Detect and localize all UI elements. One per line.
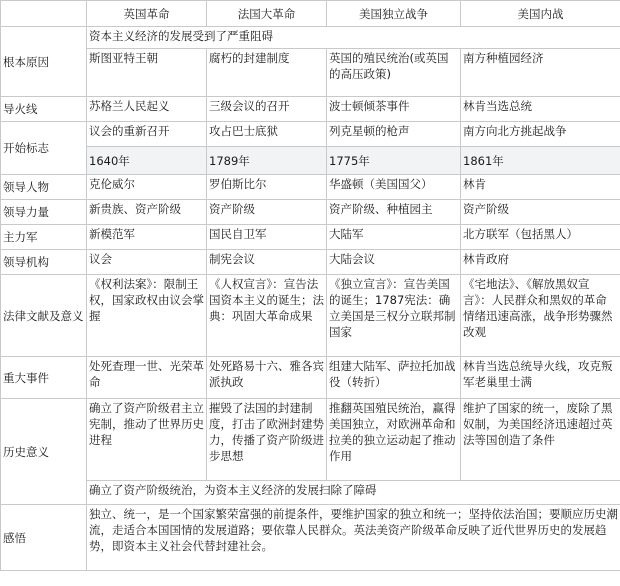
table-cell: 资产阶级、种植园主 — [327, 200, 461, 225]
table-row — [1, 200, 620, 225]
year-cell: 1789年 — [207, 147, 327, 175]
table-cell: 南方向北方挑起战争 — [461, 122, 620, 147]
significance-common: 确立了资产阶级统治，为资本主义经济的发展扫除了障碍 — [87, 481, 620, 505]
table-row — [1, 357, 620, 399]
table-row — [1, 27, 620, 49]
year-cell: 1775年 — [327, 147, 461, 175]
table-row — [1, 175, 620, 200]
row-label-main-army: 主力军 — [1, 225, 87, 250]
table-cell: 摧毁了法国的封建制度，打击了欧洲封建势力，传播了资产阶级进步思想 — [207, 399, 327, 481]
table-cell: 处死路易十六、雅各宾派执政 — [207, 357, 327, 399]
table-cell: 议会 — [87, 250, 207, 275]
table-cell: 罗伯斯比尔 — [207, 175, 327, 200]
header-french-revolution: 法国大革命 — [207, 1, 327, 27]
table-cell: 制宪会议 — [207, 250, 327, 275]
row-label-start-mark: 开始标志 — [1, 122, 87, 175]
table-cell: 议会的重新召开 — [87, 122, 207, 147]
table-cell: 国民自卫军 — [207, 225, 327, 250]
row-label-root-cause: 根本原因 — [1, 27, 87, 97]
row-label-fuse: 导火线 — [1, 97, 87, 122]
table-row — [1, 49, 620, 97]
row-label-major-events: 重大事件 — [1, 357, 87, 399]
table-cell: 华盛顿（美国国父） — [327, 175, 461, 200]
table-cell: 处死查理一世、光荣革命 — [87, 357, 207, 399]
table-cell: 资产阶级 — [461, 200, 620, 225]
table-cell: 新贵族、资产阶级 — [87, 200, 207, 225]
table-cell: 《独立宣言》：宣告美国的诞生；1787宪法：确立美国是三权分立联邦制国家 — [327, 275, 461, 357]
table-cell: 苏格兰人民起义 — [87, 97, 207, 122]
row-label-historical-significance: 历史意义 — [1, 399, 87, 505]
table-cell: 北方联军（包括黑人） — [461, 225, 620, 250]
header-american-independence: 美国独立战争 — [327, 1, 461, 27]
table-cell: 三级会议的召开 — [207, 97, 327, 122]
table-row — [1, 481, 620, 505]
table-row — [1, 399, 620, 481]
root-cause-cell: 腐朽的封建制度 — [207, 49, 327, 97]
reflection-text: 独立、统一，是一个国家繁荣富强的前提条件，要维护国家的独立和统一；坚持依法治国；要顺应历史潮流，走适合本国国情的发展道路；要依靠人民群众。英法美资产阶级革命反映了近代世界历史的发展趋势，即资本主义社会代替封建社会。 — [87, 505, 620, 571]
table-row — [1, 97, 620, 122]
table-row — [1, 275, 620, 357]
table-row — [1, 147, 620, 175]
table-cell: 攻占巴士底狱 — [207, 122, 327, 147]
root-cause-common: 资本主义经济的发展受到了严重阻碍 — [87, 27, 620, 49]
table-row — [1, 225, 620, 250]
table-cell: 维护了国家的统一，废除了黑奴制，为美国经济迅速超过英法等国创造了条件 — [461, 399, 620, 481]
table-cell: 林肯当选总统 — [461, 97, 620, 122]
table-row — [1, 122, 620, 147]
table-cell: 大陆军 — [327, 225, 461, 250]
table-cell: 列克星顿的枪声 — [327, 122, 461, 147]
table-cell: 大陆会议 — [327, 250, 461, 275]
row-label-leading-force: 领导力量 — [1, 200, 87, 225]
year-cell: 1861年 — [461, 147, 620, 175]
row-label-legal-documents: 法律文献及意义 — [1, 275, 87, 357]
root-cause-cell: 斯图亚特王朝 — [87, 49, 207, 97]
table-cell: 克伦威尔 — [87, 175, 207, 200]
table-cell: 资产阶级 — [207, 200, 327, 225]
table-cell: 林肯政府 — [461, 250, 620, 275]
table-cell: 确立了资产阶级君主立宪制，推动了世界历史进程 — [87, 399, 207, 481]
table-cell: 《宅地法》、《解放黑奴宣言》：人民群众和黑奴的革命情绪迅速高涨，战争形势骤然改观 — [461, 275, 620, 357]
table-cell: 《权利法案》：限制王权，国家政权由议会掌握 — [87, 275, 207, 357]
row-label-leader: 领导人物 — [1, 175, 87, 200]
year-cell: 1640年 — [87, 147, 207, 175]
table-row — [1, 250, 620, 275]
table-cell: 《人权宣言》：宣告法国资本主义的诞生；法典：巩固大革命成果 — [207, 275, 327, 357]
table-row — [1, 505, 620, 571]
table-cell: 林肯 — [461, 175, 620, 200]
row-label-reflection: 感悟 — [1, 505, 87, 571]
table-cell: 林肯当选总统导火线，攻克叛军老巢里士满 — [461, 357, 620, 399]
table-cell: 组建大陆军、萨拉托加战役（转折） — [327, 357, 461, 399]
header-american-civil-war: 美国内战 — [461, 1, 620, 27]
row-label-leading-body: 领导机构 — [1, 250, 87, 275]
header-row — [1, 1, 620, 27]
table-cell: 波士顿倾茶事件 — [327, 97, 461, 122]
table-cell: 新模范军 — [87, 225, 207, 250]
header-corner — [1, 1, 87, 27]
root-cause-cell: 英国的殖民统治(或英国的高压政策) — [327, 49, 461, 97]
table-cell: 推翻英国殖民统治，赢得美国独立，对欧洲革命和拉美的独立运动起了推动作用 — [327, 399, 461, 481]
header-english-revolution: 英国革命 — [87, 1, 207, 27]
root-cause-cell: 南方种植园经济 — [461, 49, 620, 97]
